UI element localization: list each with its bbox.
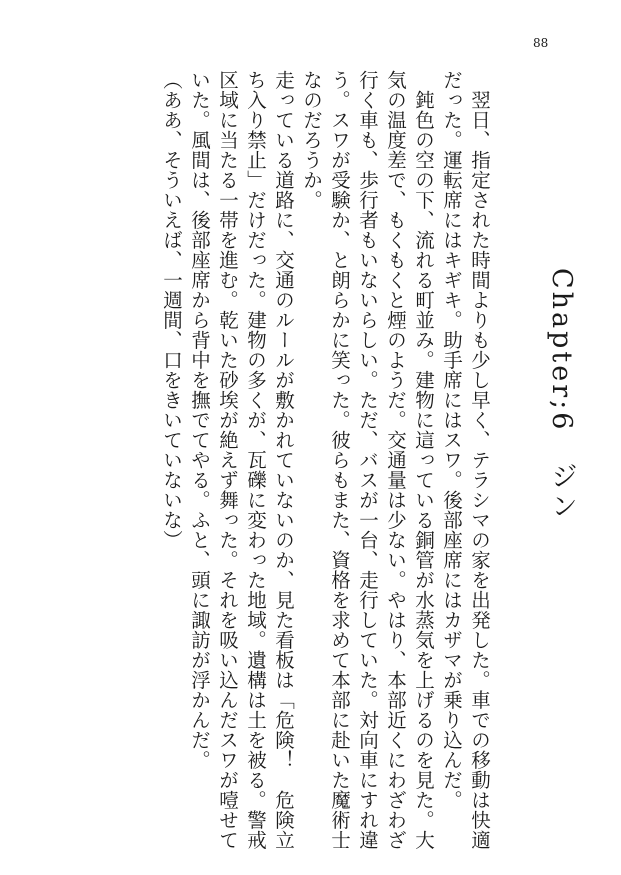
paragraph: （ああ、そういえば、一週間、口をきいていないな） [160,70,183,550]
paragraph: 鈍色の空の下、流れる町並み。建物に這っている銅管が水蒸気を上げるのを見た。大気の温度差で、もくもくと煙のようだ。交通量は少ない。やはり、本部近くにわざわざ行く車も、歩行者もいないらしい。ただ、バスが一台、走行していた。対向車にすれ違う。スワが受験か、と朗らかに笑った。彼らもまた、資格を求めて本部に赴いた魔術士なのだろうか。 [300,70,435,850]
page-number: 88 [533,36,549,50]
paragraph: 走っている道路に、交通のルールが敷かれていないのか、見た看板は「危険！ 危険立ち入り禁止」だけだった。建物の多くが、瓦礫に変わった地域。遺構は土を被る。警戒区域に当たる一帯を進む。乾いた砂埃が絶えず舞った。それを吸い込んだスワが噎せていた。風間は、後部座席から背中を撫でてやる。ふと、頭に諏訪が浮かんだ。 [188,70,295,850]
body-text [129,70,493,850]
paragraph: 翌日、指定された時間よりも少し早く、テラシマの家を出発した。車での移動は快適だった。運転席にはキギキ。助手席にはスワ。後部座席にはカザマが乗り込んだ。 [440,70,491,850]
chapter-title: Chapter;6 ジン [546,268,577,523]
